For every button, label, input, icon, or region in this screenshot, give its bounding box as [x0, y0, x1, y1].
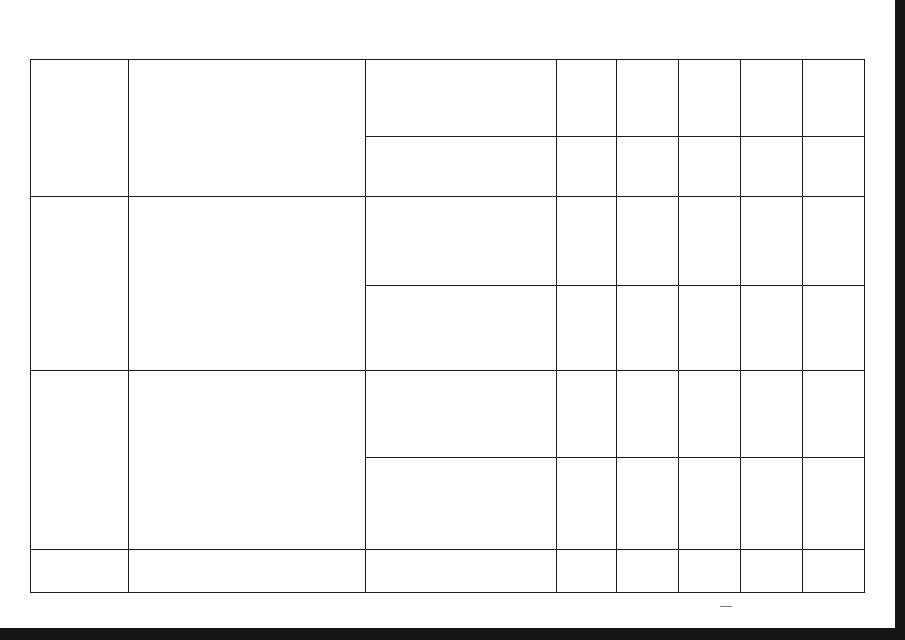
- amount-cell: [803, 286, 865, 371]
- amount-cell: [557, 550, 617, 593]
- budget-table: [30, 59, 865, 593]
- amount-cell: [557, 286, 617, 371]
- amount-cell: [617, 371, 679, 458]
- table-body: [31, 60, 865, 593]
- amount-cell: [803, 197, 865, 286]
- amount-cell: [803, 550, 865, 593]
- event-description-cell: [129, 60, 366, 197]
- amount-cell: [741, 286, 803, 371]
- event-type-cell: [31, 371, 129, 550]
- event-type-cell: [31, 550, 129, 593]
- amount-cell: [741, 550, 803, 593]
- table-row: [31, 371, 865, 458]
- executor-cell: [366, 137, 557, 197]
- scan-frame-right-edge: [895, 0, 905, 640]
- amount-cell: [557, 197, 617, 286]
- executor-cell: [366, 371, 557, 458]
- event-description-cell: [129, 371, 366, 550]
- amount-cell: [679, 286, 741, 371]
- amount-cell: [617, 137, 679, 197]
- amount-cell: [617, 550, 679, 593]
- amount-cell: [741, 371, 803, 458]
- amount-cell: [617, 458, 679, 550]
- amount-cell: [741, 60, 803, 137]
- amount-cell: [679, 197, 741, 286]
- event-description-cell: [129, 197, 366, 371]
- event-description-cell: [129, 550, 366, 593]
- amount-cell: [803, 60, 865, 137]
- amount-cell: [617, 286, 679, 371]
- executor-cell: [366, 60, 557, 137]
- amount-cell: [741, 197, 803, 286]
- footer-dash: [720, 606, 732, 607]
- event-type-cell: [31, 197, 129, 371]
- amount-cell: [617, 197, 679, 286]
- amount-cell: [803, 371, 865, 458]
- amount-cell: [557, 458, 617, 550]
- amount-cell: [557, 137, 617, 197]
- event-type-cell: [31, 60, 129, 197]
- amount-cell: [679, 60, 741, 137]
- table-row: [31, 550, 865, 593]
- table-row: [31, 60, 865, 137]
- amount-cell: [679, 137, 741, 197]
- executor-cell: [366, 197, 557, 286]
- scan-frame-bottom-edge: [0, 628, 905, 640]
- amount-cell: [617, 60, 679, 137]
- amount-cell: [557, 371, 617, 458]
- executor-cell: [366, 286, 557, 371]
- amount-cell: [679, 371, 741, 458]
- amount-cell: [557, 60, 617, 137]
- amount-cell: [803, 137, 865, 197]
- executor-cell: [366, 550, 557, 593]
- amount-cell: [741, 137, 803, 197]
- amount-cell: [679, 458, 741, 550]
- table-row: [31, 197, 865, 286]
- amount-cell: [741, 458, 803, 550]
- amount-cell: [679, 550, 741, 593]
- amount-cell: [803, 458, 865, 550]
- executor-cell: [366, 458, 557, 550]
